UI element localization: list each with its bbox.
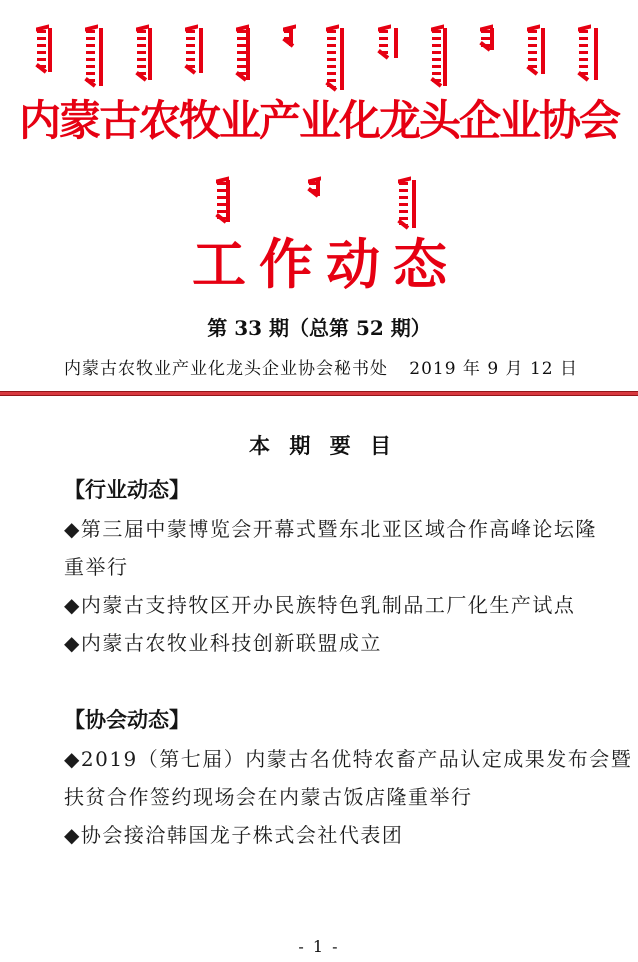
mongolian-word-glyph (216, 180, 236, 222)
toc-item-line: ◆2019（第七届）内蒙古名优特农畜产品认定成果发布会暨 (64, 747, 633, 771)
bulletin-title: 工作动态 (192, 232, 460, 296)
contents-block (64, 430, 633, 854)
page-number: - 1 - (298, 937, 340, 956)
association-name-title: 内蒙古农牧业产业化龙头企业协会 (18, 96, 619, 145)
toc-item-line-continuation: 重举行 (64, 555, 129, 579)
issue-number-line: 第 33 期（总第 52 期） (207, 316, 431, 340)
mongolian-word-glyph (185, 28, 209, 73)
section-heading-association: 【协会动态】 (64, 708, 190, 732)
mongolian-banner-mid (0, 180, 638, 228)
mongolian-word-glyph (431, 28, 453, 86)
mongolian-word-glyph (85, 28, 109, 86)
toc-item-line: ◆内蒙古农牧业科技创新联盟成立 (64, 631, 382, 655)
mongolian-word-glyph (480, 28, 500, 50)
toc-item-line: ◆第三届中蒙博览会开幕式暨东北亚区域合作高峰论坛隆 (64, 517, 597, 541)
mongolian-word-glyph (136, 28, 158, 80)
publisher-line (64, 354, 578, 379)
section-heading-industry: 【行业动态】 (64, 478, 190, 502)
publisher-name: 内蒙古农牧业产业化龙头企业协会秘书处 (64, 359, 388, 379)
mongolian-word-glyph (398, 180, 422, 228)
mongolian-word-glyph (578, 28, 604, 80)
mongolian-word-glyph (36, 28, 58, 72)
toc-item-line: ◆内蒙古支持牧区开办民族特色乳制品工厂化生产试点 (64, 593, 576, 617)
toc-item-line: ◆协会接洽韩国龙子株式会社代表团 (64, 823, 404, 847)
mongolian-word-glyph (378, 28, 404, 58)
contents-title: 本 期 要 目 (249, 434, 397, 458)
mongolian-word-glyph (236, 28, 256, 80)
mongolian-word-glyph (527, 28, 551, 74)
header-divider-rule (0, 391, 638, 396)
toc-item-line-continuation: 扶贫合作签约现场会在内蒙古饭店隆重举行 (64, 785, 473, 809)
publish-date: 2019 年 9 月 12 日 (409, 359, 578, 379)
mongolian-word-glyph (283, 28, 299, 46)
mongolian-word-glyph (326, 28, 350, 90)
mongolian-banner-top (36, 28, 604, 90)
mongolian-word-glyph (308, 180, 326, 196)
